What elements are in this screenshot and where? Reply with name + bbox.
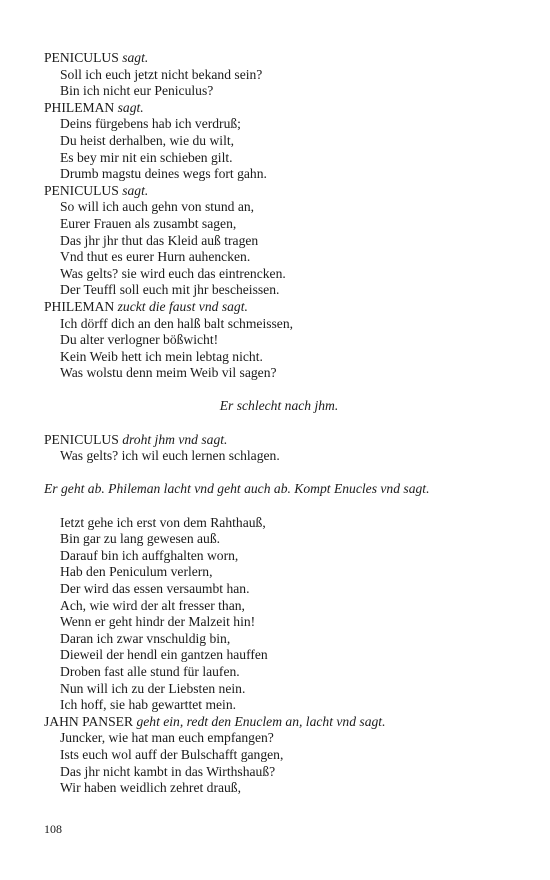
verse-line: Es bey mir nit ein schieben gilt. bbox=[60, 149, 233, 165]
blank-line bbox=[44, 382, 514, 399]
verse-line: Droben fast alle stund für laufen. bbox=[60, 663, 240, 679]
verse-line: Bin ich nicht eur Peniculus? bbox=[60, 83, 214, 99]
verse-line: Was gelts? sie wird euch das eintrencken. bbox=[60, 265, 286, 281]
stage-direction-line: Er geht ab. Phileman lacht vnd geht auch ab. Kompt Enucles vnd sagt. bbox=[44, 481, 430, 497]
verse-line: Wir haben weidlich zehret drauß, bbox=[60, 780, 241, 796]
verse-line: Hab den Peniculum verlern, bbox=[60, 564, 213, 580]
page-text bbox=[44, 50, 514, 797]
speaker-name: PENICULUS bbox=[44, 182, 119, 198]
verse-line: Deins fürgebens hab ich verdruß; bbox=[60, 116, 241, 132]
verse-line: Eurer Frauen als zusambt sagen, bbox=[60, 215, 237, 231]
verse-line: Drumb magstu deines wegs fort gahn. bbox=[60, 166, 267, 182]
verse-line: Kein Weib hett ich mein lebtag nicht. bbox=[60, 348, 263, 364]
verse-line: Ich dörff dich an den halß balt schmeissen, bbox=[60, 315, 294, 331]
speaker-name: PHILEMAN bbox=[44, 99, 115, 115]
stage-direction: sagt. bbox=[117, 99, 144, 115]
speaker-name: JAHN PANSER bbox=[44, 713, 134, 729]
verse-line: So will ich auch gehn von stund an, bbox=[60, 199, 255, 215]
verse-line: Soll ich euch jetzt nicht bekand sein? bbox=[60, 66, 263, 82]
verse-line: Du heist derhalben, wie du wilt, bbox=[60, 132, 235, 148]
stage-direction: geht ein, redt den Enuclem an, lacht vnd sagt. bbox=[136, 713, 386, 729]
speaker-line bbox=[44, 299, 514, 316]
verse-line: Ietzt gehe ich erst von dem Rahthauß, bbox=[60, 514, 266, 530]
speaker-line bbox=[44, 50, 514, 67]
verse-line: Ists euch wol auff der Bulschafft gangen, bbox=[60, 746, 284, 762]
verse-line: Nun will ich zu der Liebsten nein. bbox=[60, 680, 246, 696]
verse-line: Dieweil der hendl ein gantzen hauffen bbox=[60, 647, 268, 663]
speaker-name: PHILEMAN bbox=[44, 298, 115, 314]
centered-stage-direction: Er schlecht nach jhm. bbox=[219, 398, 339, 414]
verse-line: Das jhr nicht kambt in das Wirthshauß? bbox=[60, 763, 276, 779]
verse-line: Der Teuffl soll euch mit jhr bescheissen. bbox=[60, 282, 280, 298]
speaker-line bbox=[44, 100, 514, 117]
stage-direction: droht jhm vnd sagt. bbox=[122, 431, 228, 447]
speaker-line bbox=[44, 183, 514, 200]
verse-line: Darauf bin ich auffghalten worn, bbox=[60, 547, 239, 563]
speaker-line bbox=[44, 714, 514, 731]
verse-line: Was wolstu denn meim Weib vil sagen? bbox=[60, 365, 277, 381]
verse-line: Der wird das essen versaumbt han. bbox=[60, 581, 250, 596]
verse-line: Daran ich zwar vnschuldig bin, bbox=[60, 630, 231, 646]
verse-line: Ach, wie wird der alt fresser than, bbox=[60, 597, 245, 613]
stage-direction: sagt. bbox=[122, 50, 149, 65]
blank-line bbox=[44, 498, 514, 515]
verse-line: Ich hoff, sie hab gewarttet mein. bbox=[60, 697, 237, 713]
verse-line: Wenn er geht hindr der Malzeit hin! bbox=[60, 614, 256, 630]
verse-line: Juncker, wie hat man euch empfangen? bbox=[60, 730, 274, 746]
verse-line: Du alter verlogner bößwicht! bbox=[60, 332, 219, 348]
verse-line: Was gelts? ich wil euch lernen schlagen. bbox=[60, 448, 280, 464]
blank-line bbox=[44, 415, 514, 432]
blank-line bbox=[44, 465, 514, 482]
page-number: 108 bbox=[44, 822, 62, 836]
speaker-name: PENICULUS bbox=[44, 431, 119, 447]
verse-line: Vnd thut es eurer Hurn auhencken. bbox=[60, 249, 251, 265]
speaker-name: PENICULUS bbox=[44, 50, 119, 65]
speaker-line bbox=[44, 432, 514, 449]
stage-direction: sagt. bbox=[122, 182, 149, 198]
stage-direction: zuckt die faust vnd sagt. bbox=[117, 298, 248, 314]
verse-line: Das jhr jhr thut das Kleid auß tragen bbox=[60, 232, 259, 248]
verse-line: Bin gar zu lang gewesen auß. bbox=[60, 531, 221, 547]
